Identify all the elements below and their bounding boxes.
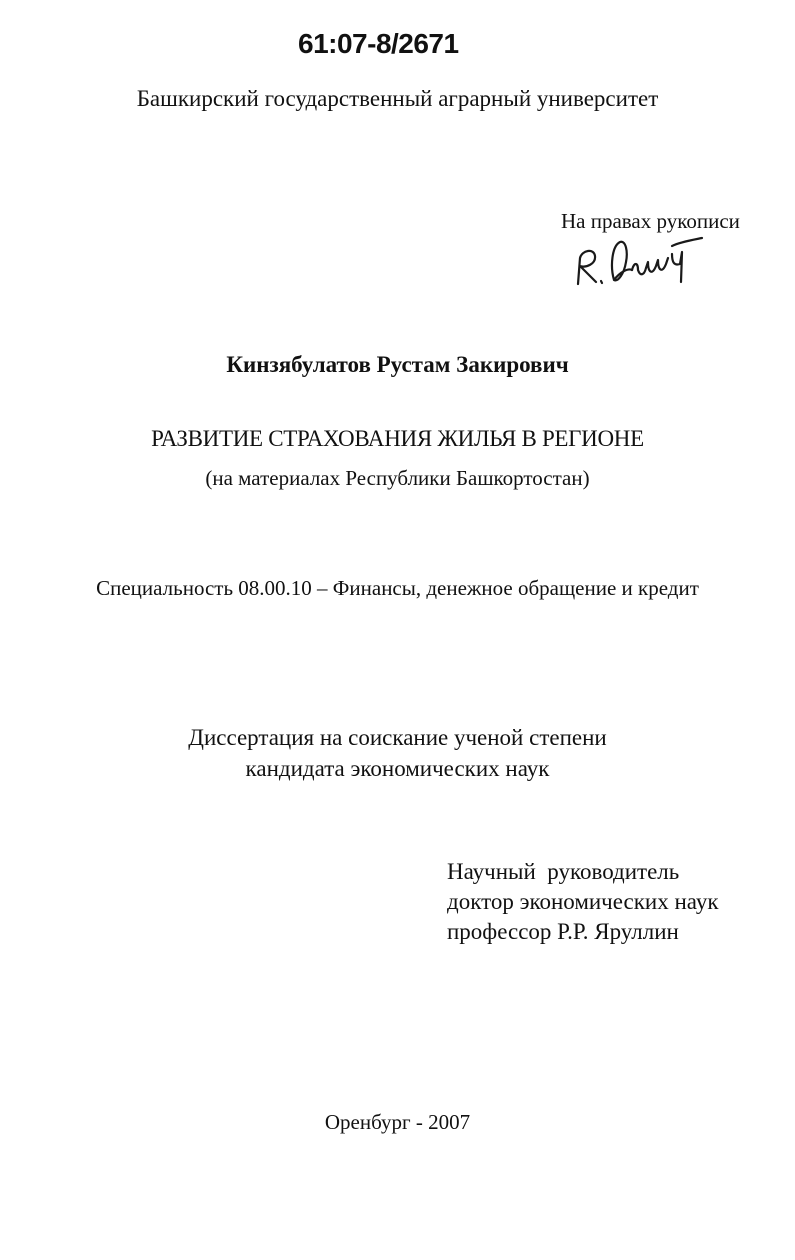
- degree-line-2: кандидата экономических наук: [245, 756, 550, 781]
- supervisor-degree: доктор экономических наук: [447, 889, 719, 914]
- catalog-code: 61:07-8/2671: [298, 28, 459, 59]
- author-name: Кинзябулатов Рустам Закирович: [226, 352, 569, 377]
- supervisor-block: [447, 857, 719, 947]
- university-name: Башкирский государственный аграрный университет: [136, 86, 659, 111]
- degree-statement: [0, 722, 795, 784]
- rights-notice: На правах рукописи: [561, 209, 740, 233]
- city-year: Оренбург - 2007: [324, 1110, 471, 1134]
- handwritten-signature: [568, 232, 708, 292]
- supervisor-role: Научный руководитель: [447, 859, 680, 884]
- thesis-title: РАЗВИТИЕ СТРАХОВАНИЯ ЖИЛЬЯ В РЕГИОНЕ: [151, 426, 644, 451]
- specialty-line: Специальность 08.00.10 – Финансы, денежное обращение и кредит: [96, 576, 699, 600]
- thesis-subtitle: (на материалах Республики Башкортостан): [205, 466, 590, 490]
- degree-line-1: Диссертация на соискание ученой степени: [188, 725, 607, 750]
- supervisor-name: профессор Р.Р. Яруллин: [447, 919, 679, 944]
